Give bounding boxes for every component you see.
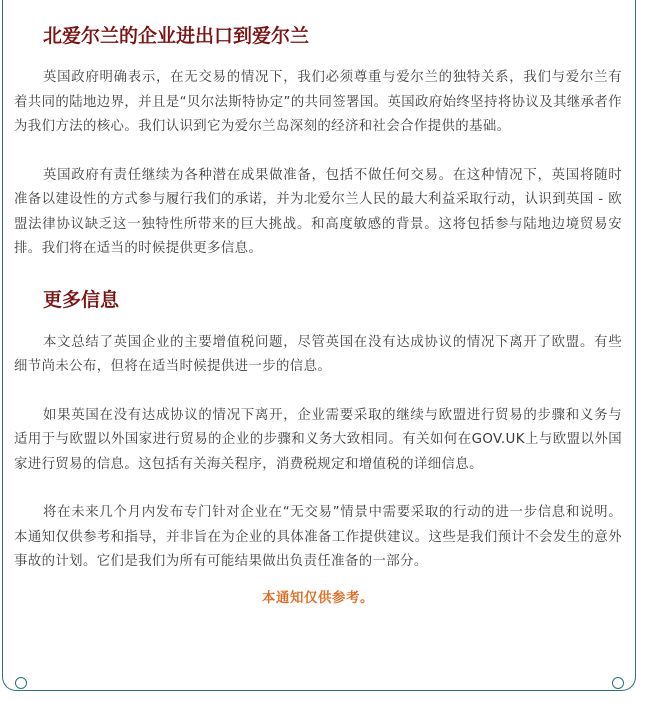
paragraph: 英国政府有责任继续为各种潜在成果做准备，包括不做任何交易。在这种情况下，英国将随时准备以建设性的方式参与履行我们的承诺，并为北爱尔兰人民的最大利益采取行动，认识到英国 - 欧盟法律协议缺乏这一独特性所带来的巨大挑战。和高度敏感的背景。这将包括参与陆地边境贸易安排。我们将在适当的时候提供更多信息。 <box>14 167 622 256</box>
section-heading-more-info: 更多信息 <box>43 288 120 311</box>
paragraph: 如果英国在没有达成协议的情况下离开，企业需要采取的继续与欧盟进行贸易的步骤和义务与适用于与欧盟以外国家进行贸易的企业的步骤和义务大致相同。有关如何在GOV.UK上与欧盟以外国家进行贸易的信息。这包括有关海关程序，消费税规定和增值税的详细信息。 <box>14 407 622 472</box>
article-content <box>14 22 622 609</box>
section-heading-northern-ireland: 北爱尔兰的企业进出口到爱尔兰 <box>43 25 310 47</box>
paragraph: 本文总结了英国企业的主要增值税问题，尽管英国在没有达成协议的情况下离开了欧盟。有些细节尚未公布，但将在适当时候提供进一步的信息。 <box>14 334 622 374</box>
corner-ring-icon <box>15 677 27 689</box>
paragraph: 英国政府明确表示，在无交易的情况下，我们必须尊重与爱尔兰的独特关系，我们与爱尔兰有着共同的陆地边界，并且是“贝尔法斯特协定”的共同签署国。英国政府始终坚持将协议及其继承者作为我们方法的核心。我们认识到它为爱尔兰岛深刻的经济和社会合作提供的基础。 <box>14 70 622 134</box>
paragraph: 将在未来几个月内发布专门针对企业在“无交易”情景中需要采取的行动的进一步信息和说明。本通知仅供参考和指导，并非旨在为企业的具体准备工作提供建议。这些是我们预计不会发生的意外事故的计划。它们是我们为所有可能结果做出负责任准备的一部分。 <box>14 505 622 569</box>
corner-ring-icon <box>612 677 624 689</box>
footer-note: 本通知仅供参考。 <box>262 590 374 606</box>
